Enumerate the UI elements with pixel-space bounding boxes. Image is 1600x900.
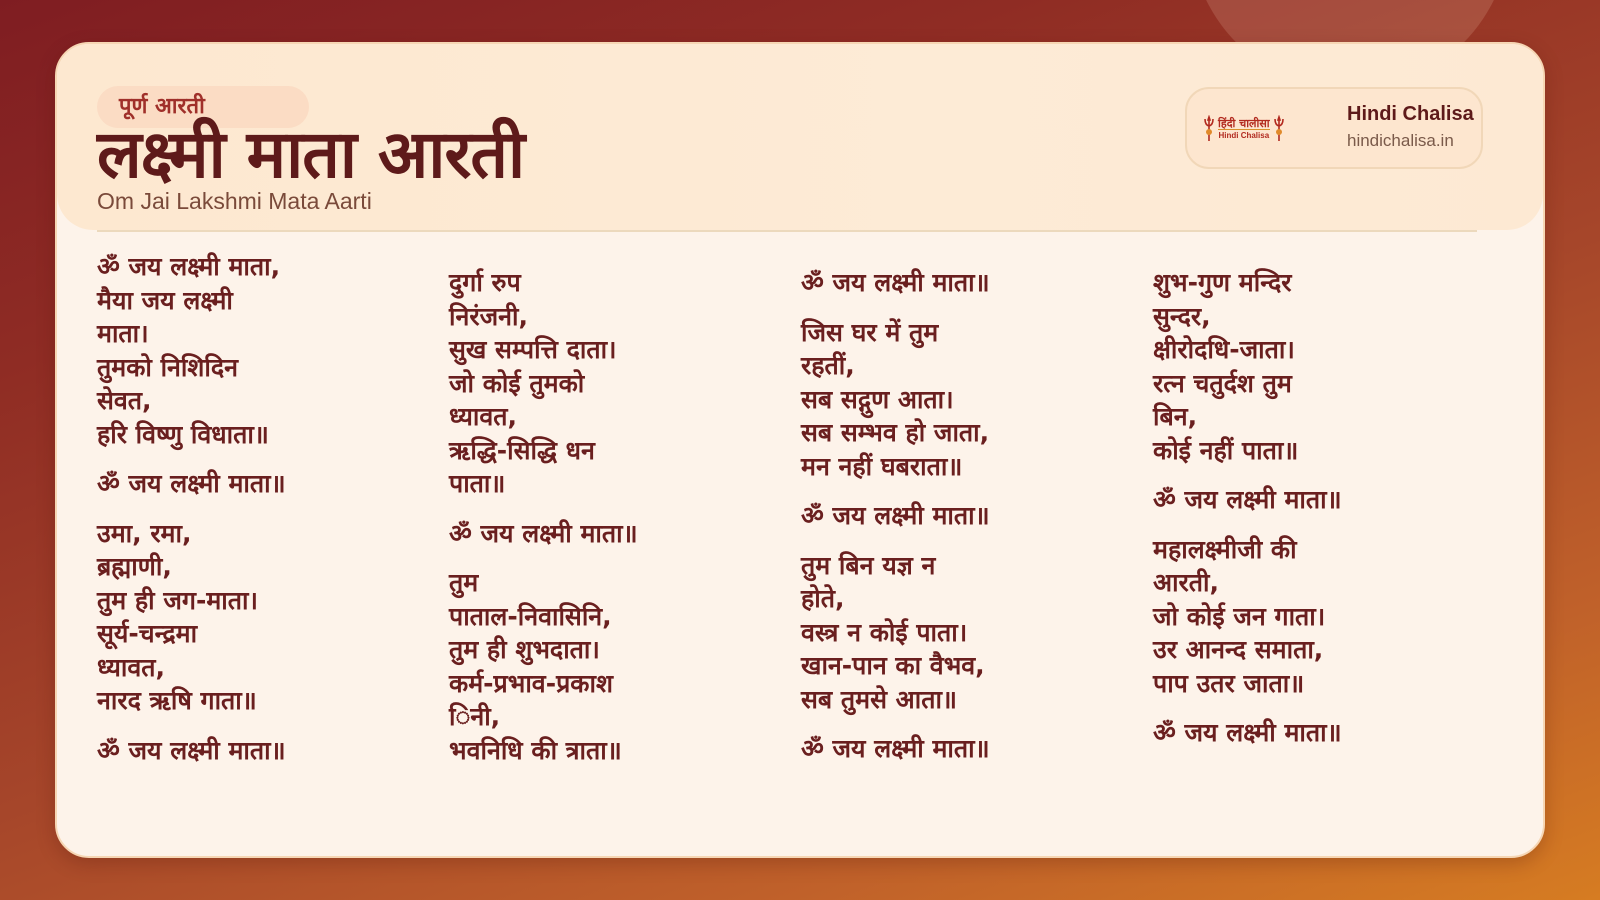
lyric-line: तुमको निशिदिन	[97, 352, 239, 382]
lyrics-column-2	[449, 250, 801, 783]
lyric-line: तुम	[449, 568, 479, 597]
lyric-line: सब सम्भव हो जाता,	[801, 418, 990, 447]
lyric-line: ध्यावत,	[97, 652, 166, 682]
lyric-line: क्षीरोदधि-जाता।	[1153, 335, 1295, 364]
stanza	[1153, 533, 1505, 701]
lyric-line: जो कोई तुमको	[449, 368, 585, 398]
lyric-line: पाप उतर जाता॥	[1153, 668, 1305, 698]
lyric-line: ब्रह्माणी,	[97, 552, 172, 581]
card-header	[57, 44, 1543, 230]
lyric-line: ॐ जय लक्ष्मी माता॥	[1153, 718, 1342, 747]
brand-logo	[1203, 113, 1297, 145]
refrain	[97, 734, 449, 768]
lyric-line: कर्म-प्रभाव-प्रकाश	[449, 668, 613, 698]
refrain	[801, 266, 1153, 300]
lyric-line: मन नहीं घबराता॥	[801, 451, 963, 481]
refrain	[1153, 716, 1505, 750]
stanza	[801, 316, 1153, 484]
header-divider	[97, 230, 1477, 232]
lyric-line: ॐ जय लक्ष्मी माता॥	[801, 268, 990, 297]
aarti-card	[55, 42, 1545, 858]
lyrics-column-4	[1153, 250, 1505, 783]
lyric-line: निरंजनी,	[449, 301, 528, 331]
lyric-line: पाता॥	[449, 469, 506, 498]
lyric-line: तुम ही शुभदाता।	[449, 635, 600, 664]
brand-logo-english: Hindi Chalisa	[1218, 130, 1270, 140]
refrain	[801, 499, 1153, 533]
lyrics-columns	[97, 250, 1517, 783]
lyric-line: सुख सम्पत्ति दाता।	[449, 335, 617, 364]
lyric-line: कोई नहीं पाता॥	[1153, 435, 1299, 465]
page-title: लक्ष्मी माता आरती	[97, 116, 525, 193]
brand-name: Hindi Chalisa	[1347, 103, 1474, 125]
brand-logo-text	[1218, 118, 1270, 141]
category-badge: पूर्ण आरती	[97, 86, 309, 128]
lyric-line: महालक्ष्मीजी की	[1153, 534, 1297, 564]
lyric-line: उमा, रमा,	[97, 518, 192, 548]
lyric-line: शुभ-गुण मन्दिर	[1153, 268, 1292, 297]
lyric-line: पाताल-निवासिनि,	[449, 601, 612, 631]
lyric-line: तुम ही जग-माता।	[97, 585, 258, 615]
lyric-line: ध्यावत,	[449, 402, 518, 431]
lyric-line: वस्त्र न कोई पाता।	[801, 617, 968, 647]
lyric-line: होते,	[801, 584, 845, 613]
lyric-line: सूर्य-चन्द्रमा	[97, 619, 198, 648]
stanza	[97, 517, 449, 718]
trishul-icon	[1273, 115, 1285, 143]
lyrics-column-3	[801, 250, 1153, 783]
lyric-line: बिन,	[1153, 402, 1198, 431]
refrain	[97, 467, 449, 501]
lyric-line: खान-पान का वैभव,	[801, 651, 985, 680]
lyric-line: नारद ऋषि गाता॥	[97, 686, 257, 715]
lyric-line: दुर्गा रुप	[449, 268, 521, 297]
lyric-line: माता।	[97, 319, 149, 348]
brand-badge[interactable]	[1185, 87, 1483, 169]
stanza	[449, 566, 801, 767]
lyric-line: ॐ जय लक्ष्मी माता॥	[97, 469, 286, 498]
lyrics-column-1	[97, 250, 449, 783]
lyric-line: तुम बिन यज्ञ न	[801, 550, 936, 580]
lyric-line: ॐ जय लक्ष्मी माता॥	[1153, 485, 1342, 514]
brand-logo-hindi: हिंदी चालीसा	[1218, 116, 1270, 130]
lyric-line: ऋद्धि-सिद्धि धन	[449, 435, 595, 465]
lyric-line: सब तुमसे आता॥	[801, 684, 957, 714]
page-subtitle: Om Jai Lakshmi Mata Aarti	[97, 188, 372, 214]
lyric-line: मैया जय लक्ष्मी	[97, 285, 233, 315]
lyric-line: सब सद्गुण आता।	[801, 384, 954, 414]
lyric-line: भवनिधि की त्राता॥	[449, 735, 622, 765]
lyric-line: रहतीं,	[801, 351, 855, 380]
lyric-line: सुन्दर,	[1153, 301, 1211, 331]
stanza	[449, 266, 801, 501]
refrain	[801, 732, 1153, 766]
refrain	[1153, 483, 1505, 517]
lyric-line: जिस घर में तुम	[801, 317, 939, 347]
refrain	[449, 517, 801, 551]
lyric-line: ॐ जय लक्ष्मी माता॥	[449, 518, 638, 548]
lyric-line: सेवत,	[97, 386, 152, 415]
lyric-line: जो कोई जन गाता।	[1153, 601, 1326, 631]
lyric-line: उर आनन्द समाता,	[1153, 635, 1324, 664]
stanza	[1153, 266, 1505, 467]
lyric-line: आरती,	[1153, 568, 1219, 597]
lyric-line: िनी,	[449, 702, 501, 731]
lyric-line: हरि विष्णु विधाता॥	[97, 419, 269, 449]
lyric-line: ॐ जय लक्ष्मी माता॥	[97, 735, 286, 765]
stanza	[97, 250, 449, 451]
brand-url-link[interactable]: hindichalisa.in	[1347, 131, 1454, 150]
lyric-line: ॐ जय लक्ष्मी माता,	[97, 252, 281, 281]
lyric-line: ॐ जय लक्ष्मी माता॥	[801, 734, 990, 763]
trishul-icon	[1203, 115, 1215, 143]
lyric-line: रत्न चतुर्दश तुम	[1153, 368, 1292, 398]
lyric-line: ॐ जय लक्ष्मी माता॥	[801, 501, 990, 530]
stanza	[801, 549, 1153, 717]
